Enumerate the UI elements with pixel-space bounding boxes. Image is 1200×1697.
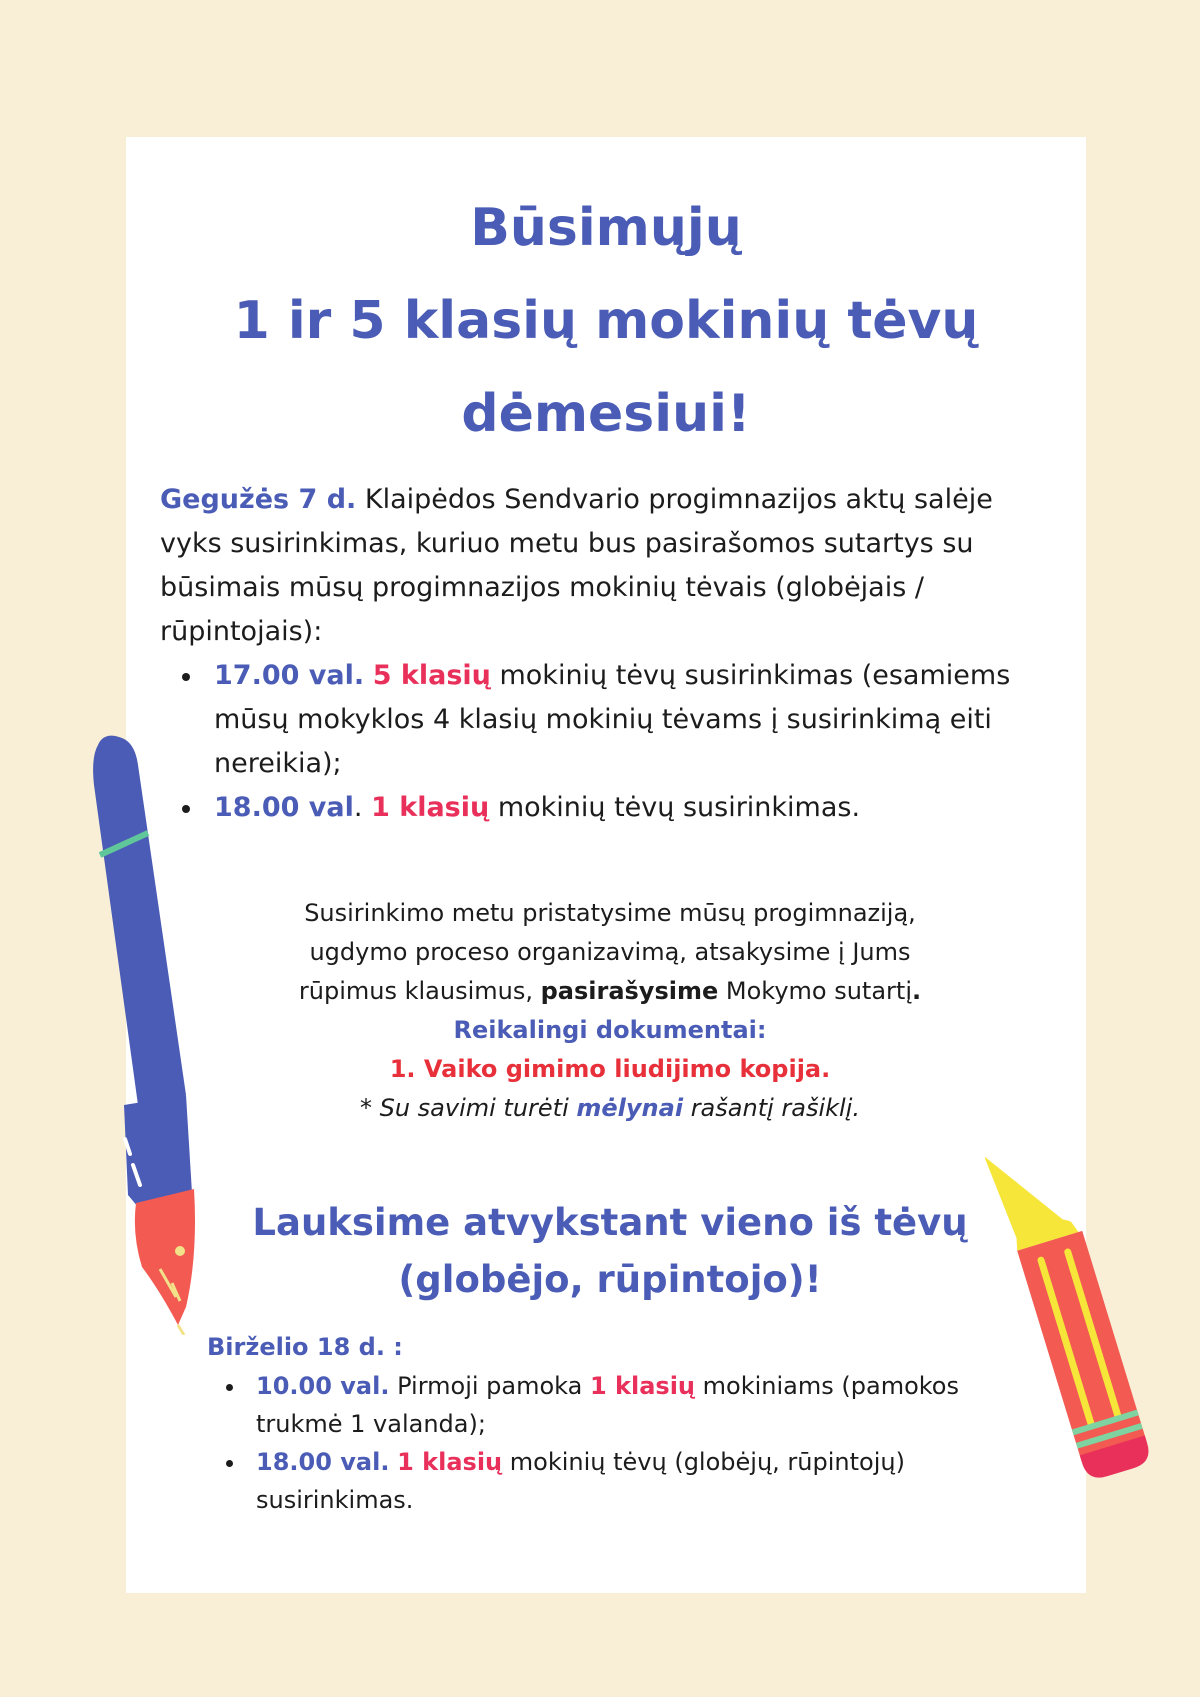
june-text-end: mokiniams (pamokos trukmė 1 valanda); — [256, 1372, 959, 1438]
documents-heading: Reikalingi dokumentai: — [453, 1016, 767, 1044]
invite-heading — [180, 1194, 1040, 1308]
list-item — [226, 1443, 1026, 1519]
list-item — [226, 1367, 1026, 1443]
title-line-1: Būsimųjų — [470, 198, 742, 258]
pen-note-highlight: mėlynai — [576, 1094, 684, 1122]
title-line-2: 1 ir 5 klasių mokinių tėvų — [233, 291, 979, 351]
meeting-sep: . — [353, 792, 372, 823]
info-text-end: Mokymo sutartį — [718, 977, 912, 1005]
meeting-grade: 5 klasių — [372, 660, 491, 691]
june-date: Birželio 18 d. : — [207, 1333, 403, 1361]
info-period: . — [911, 977, 922, 1005]
meeting-time: 18.00 val — [214, 792, 354, 823]
list-item — [182, 654, 1062, 786]
intro-text: Klaipėdos Sendvario progimnazijos aktų salėje vyks susirinkimas, kuriuo metu bus pasirašomos sutartys su būsimais mūsų progimnazijos mokinių tėvais (globėjais / rūpintojais): — [160, 484, 993, 647]
documents-item: 1. Vaiko gimimo liudijimo kopija. — [389, 1055, 831, 1083]
june-text: Pirmoji pamoka — [389, 1372, 590, 1400]
title-line-3: dėmesiui! — [461, 384, 751, 444]
info-bold-text: pasirašysime — [540, 977, 719, 1005]
meeting-sep — [364, 660, 373, 691]
meeting-grade: 1 klasių — [371, 792, 490, 823]
june-time: 18.00 val. — [256, 1448, 390, 1476]
june-grade: 1 klasių — [589, 1372, 696, 1400]
meeting-time: 17.00 val. — [214, 660, 365, 691]
pen-note-end: rašantį rašiklį. — [683, 1094, 861, 1122]
info-paragraph — [260, 894, 960, 1011]
intro-paragraph — [160, 478, 1060, 654]
pen-note — [260, 1089, 960, 1128]
meeting-text: mokinių tėvų susirinkimas. — [489, 792, 861, 823]
invite-line-1: Lauksime atvykstant vieno iš tėvų — [252, 1201, 968, 1244]
june-grade: 1 klasių — [397, 1448, 503, 1476]
pen-note-text: * Su savimi turėti — [359, 1094, 577, 1122]
page-title — [126, 182, 1086, 461]
intro-date: Gegužės 7 d. — [160, 484, 357, 515]
june-text — [389, 1448, 397, 1476]
info-block — [260, 894, 960, 1128]
invite-line-2: (globėjo, rūpintojo)! — [398, 1258, 822, 1301]
info-text: Susirinkimo metu pristatysime mūsų progimnaziją, ugdymo proceso organizavimą, atsakysime į Jums rūpimus klausimus, — [298, 899, 916, 1005]
meeting-text: mokinių tėvų susirinkimas (esamiems mūsų mokyklos 4 klasių mokinių tėvams į susirinkimą eiti nereikia); — [214, 660, 1011, 779]
list-item — [182, 786, 1062, 830]
june-text-end: mokinių tėvų (globėjų, rūpintojų) susirinkimas. — [256, 1448, 905, 1514]
june-time: 10.00 val. — [256, 1372, 390, 1400]
meeting-list — [182, 654, 1062, 830]
june-list — [226, 1367, 1026, 1519]
